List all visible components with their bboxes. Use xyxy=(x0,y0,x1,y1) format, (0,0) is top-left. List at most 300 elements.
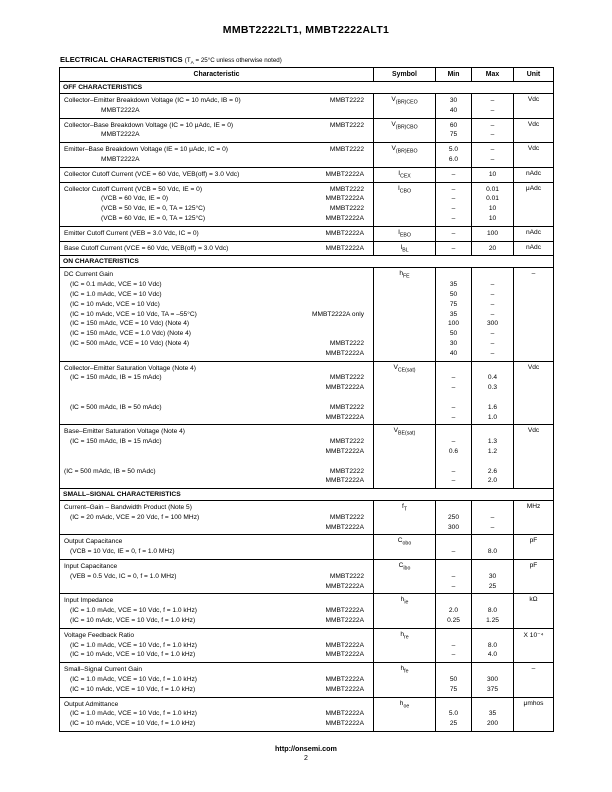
symbol-subscript: fe xyxy=(404,668,409,675)
device-variant-label: MMBT2222 xyxy=(329,97,364,104)
max-value: – xyxy=(490,339,495,347)
max-cell xyxy=(471,663,513,696)
table-row xyxy=(60,227,553,242)
max-value: 10 xyxy=(488,205,497,213)
characteristic-line xyxy=(64,616,364,626)
symbol-cell xyxy=(373,535,435,559)
characteristic-line xyxy=(64,194,364,204)
min-cell xyxy=(435,168,471,182)
symbol-cell xyxy=(373,242,435,256)
condition-text: (VCB = 50 Vdc, IE = 0, TA = 125°C) xyxy=(101,205,206,213)
table-row xyxy=(60,119,553,144)
condition-text: (IC = 1.0 mAdc, VCE = 10 Vdc, f = 1.0 kHz) xyxy=(70,607,197,615)
max-value: 2.0 xyxy=(487,477,498,485)
table-row xyxy=(60,629,553,663)
max-value: – xyxy=(490,155,495,163)
max-cell xyxy=(471,535,513,559)
device-variant-label: MMBT2222A xyxy=(325,195,364,203)
min-value xyxy=(436,364,471,374)
min-cell xyxy=(435,663,471,696)
characteristic-line xyxy=(64,244,364,254)
min-cell xyxy=(435,242,471,256)
max-value: – xyxy=(490,330,495,338)
col-header-unit: Unit xyxy=(513,68,553,81)
characteristic-line xyxy=(64,675,364,685)
min-value: 75 xyxy=(449,685,458,693)
unit-cell: X 10⁻⁴ xyxy=(513,629,553,662)
max-value: – xyxy=(490,281,495,289)
max-value: – xyxy=(490,310,495,318)
characteristic-cell xyxy=(60,629,373,662)
footer-link[interactable]: http://onsemi.com xyxy=(275,744,337,753)
characteristic-line xyxy=(64,537,364,547)
max-cell xyxy=(471,183,513,226)
min-cell xyxy=(435,94,471,118)
table-header-row xyxy=(60,68,553,82)
characteristic-line xyxy=(64,476,364,486)
characteristic-line xyxy=(64,547,364,557)
symbol-base: C xyxy=(397,537,403,545)
device-variant-label: MMBT2222A xyxy=(325,413,364,421)
table-row xyxy=(60,663,553,697)
min-cell xyxy=(435,594,471,627)
max-value: 30 xyxy=(488,572,497,580)
characteristic-cell xyxy=(60,594,373,627)
unit-cell: – xyxy=(513,663,553,696)
device-variant-label: MMBT2222 xyxy=(329,438,364,446)
min-value: – xyxy=(451,413,456,421)
device-variant-label: MMBT2222A xyxy=(325,447,364,455)
table-row xyxy=(60,242,553,257)
min-value: 250 xyxy=(447,513,459,521)
symbol-cell xyxy=(373,663,435,696)
device-variant-label: MMBT2222 xyxy=(329,403,364,411)
min-cell xyxy=(435,227,471,241)
symbol-cell xyxy=(373,594,435,627)
table-row xyxy=(60,168,553,183)
table-section-header: SMALL–SIGNAL CHARACTERISTICS xyxy=(60,489,553,501)
condition-text: (IC = 500 mAdc, VCE = 10 Vdc) (Note 4) xyxy=(70,339,190,347)
max-value: 8.0 xyxy=(487,641,498,649)
table-row xyxy=(60,501,553,535)
condition-text: (IC = 1.0 mAdc, VCE = 10 Vdc, f = 1.0 kHz) xyxy=(70,710,197,718)
characteristic-cell xyxy=(60,119,373,143)
condition-text: (IC = 150 mAdc, VCE = 1.0 Vdc) (Note 4) xyxy=(70,330,191,338)
device-variant-label: MMBT2222A xyxy=(325,617,364,625)
symbol-base: h xyxy=(400,665,405,673)
unit-cell: nAdc xyxy=(513,168,553,182)
device-variant-label: MMBT2222 xyxy=(329,339,364,347)
symbol-subscript: (BR)CBO xyxy=(395,123,418,130)
min-value: 35 xyxy=(449,310,458,318)
condition-text: Voltage Feedback Ratio xyxy=(64,631,135,639)
condition-text: (IC = 10 mAdc, VCE = 10 Vdc, f = 1.0 kHz) xyxy=(70,685,196,693)
min-value xyxy=(436,393,471,403)
max-value xyxy=(472,427,513,437)
min-value: – xyxy=(451,384,456,392)
unit-cell: Vdc xyxy=(513,119,553,143)
characteristic-line xyxy=(64,214,364,224)
max-value: – xyxy=(490,131,495,139)
device-variant-label: MMBT2222A xyxy=(325,384,364,392)
condition-text: Emitter Cutoff Current (VEB = 3.0 Vdc, IC = 0) xyxy=(64,229,199,237)
condition-text: (IC = 150 mAdc, IB = 15 mAdc) xyxy=(70,374,162,382)
characteristic-line xyxy=(64,709,364,719)
characteristic-line xyxy=(64,373,364,383)
condition-text: (IC = 150 mAdc, VCE = 10 Vdc) (Note 4) xyxy=(70,320,190,328)
max-cell xyxy=(471,242,513,256)
characteristic-line xyxy=(64,310,364,320)
condition-text: Input Capacitance xyxy=(64,563,118,571)
unit-cell: Vdc xyxy=(513,425,553,488)
max-value: 0.3 xyxy=(487,384,498,392)
symbol-base: h xyxy=(399,699,404,707)
table-row xyxy=(60,183,553,227)
condition-text: DC Current Gain xyxy=(64,271,114,279)
characteristic-line xyxy=(64,106,364,116)
min-value: 50 xyxy=(449,676,458,684)
characteristic-line xyxy=(64,300,364,310)
max-cell xyxy=(471,594,513,627)
condition-text: Collector–Base Breakdown Voltage (IC = 10 μAdc, IE = 0) xyxy=(64,121,234,129)
min-value: – xyxy=(451,477,456,485)
max-value: 10 xyxy=(488,214,497,222)
characteristic-cell xyxy=(60,94,373,118)
max-value: 0.01 xyxy=(486,195,499,203)
characteristic-cell xyxy=(60,362,373,425)
min-value xyxy=(436,457,471,467)
min-value xyxy=(436,427,471,437)
max-value xyxy=(472,562,513,572)
max-value: 20 xyxy=(488,244,497,252)
min-value: – xyxy=(451,403,456,411)
unit-cell: nAdc xyxy=(513,227,553,241)
min-value: 300 xyxy=(447,523,459,531)
heading-note: ($T_A = 25^\circ C$ unless otherwise noted) xyxy=(184,57,282,67)
min-value: – xyxy=(451,374,456,382)
symbol-cell xyxy=(373,168,435,182)
min-value: 60 xyxy=(449,121,458,129)
col-header-symbol: Symbol xyxy=(373,68,435,81)
table-section-header: OFF CHARACTERISTICS xyxy=(60,82,553,94)
symbol-cell xyxy=(373,119,435,143)
max-value: 300 xyxy=(486,320,498,328)
min-value: 6.0 xyxy=(448,155,459,163)
characteristic-line xyxy=(64,290,364,300)
symbol-base: V xyxy=(391,120,396,128)
condition-text: (IC = 1.0 mAdc, VCE = 10 Vdc, f = 1.0 kHz) xyxy=(70,676,197,684)
col-header-characteristic: Characteristic xyxy=(193,71,240,78)
unit-cell: nAdc xyxy=(513,242,553,256)
table-row xyxy=(60,362,553,426)
max-value: 0.4 xyxy=(487,374,498,382)
max-value: 10 xyxy=(488,170,497,178)
max-value xyxy=(472,631,513,641)
characteristic-line xyxy=(64,364,364,374)
condition-text: MMBT2222A xyxy=(101,106,140,114)
table-row xyxy=(60,268,553,361)
min-value: 40 xyxy=(449,349,458,357)
characteristic-line xyxy=(64,503,364,513)
characteristic-line xyxy=(64,457,364,467)
unit-cell: pF xyxy=(513,560,553,593)
symbol-base: h xyxy=(399,270,404,278)
condition-text: (VEB = 0.5 Vdc, IC = 0, f = 1.0 MHz) xyxy=(70,572,177,580)
min-value: 35 xyxy=(449,281,458,289)
characteristic-line xyxy=(64,339,364,349)
characteristic-line xyxy=(64,513,364,523)
characteristic-line xyxy=(64,572,364,582)
characteristic-line xyxy=(64,685,364,695)
unit-cell: Vdc xyxy=(513,143,553,167)
min-cell xyxy=(435,425,471,488)
condition-text: (IC = 1.0 mAdc, VCE = 10 Vdc, f = 1.0 kHz) xyxy=(70,641,197,649)
max-cell xyxy=(471,560,513,593)
max-value xyxy=(472,503,513,513)
table-row xyxy=(60,94,553,119)
max-value: 2.6 xyxy=(487,467,498,475)
condition-text: (IC = 20 mAdc, VCE = 20 Vdc, f = 100 MHz) xyxy=(70,513,200,521)
col-header-max: Max xyxy=(471,68,513,81)
max-cell xyxy=(471,425,513,488)
characteristic-cell xyxy=(60,143,373,167)
max-cell xyxy=(471,168,513,182)
heading-title: ELECTRICAL CHARACTERISTICS xyxy=(60,55,183,64)
min-cell xyxy=(435,535,471,559)
condition-text: Small–Signal Current Gain xyxy=(64,666,143,674)
min-value: – xyxy=(451,170,456,178)
min-value: 5.0 xyxy=(448,710,459,718)
characteristic-line xyxy=(64,596,364,606)
characteristic-cell xyxy=(60,560,373,593)
min-cell xyxy=(435,268,471,360)
characteristic-line xyxy=(64,329,364,339)
max-value: – xyxy=(490,97,495,104)
max-value: – xyxy=(490,146,495,154)
min-value: 5.0 xyxy=(448,146,459,154)
unit-cell: – xyxy=(513,268,553,360)
condition-text: (IC = 1.0 mAdc, VCE = 10 Vdc) xyxy=(70,290,162,298)
min-value: 30 xyxy=(449,97,458,104)
condition-text: (IC = 10 mAdc, VCE = 10 Vdc, f = 1.0 kHz) xyxy=(70,651,196,659)
max-cell xyxy=(471,629,513,662)
device-variant-label: MMBT2222A xyxy=(325,523,364,531)
min-value: – xyxy=(451,244,456,252)
min-value xyxy=(436,537,471,547)
characteristic-line xyxy=(64,319,364,329)
device-variant-label: MMBT2222A xyxy=(325,720,364,728)
characteristic-line xyxy=(64,280,364,290)
characteristic-line xyxy=(64,447,364,457)
symbol-cell xyxy=(373,143,435,167)
min-value: – xyxy=(451,205,456,213)
table-body xyxy=(60,82,553,731)
min-value: – xyxy=(451,229,456,237)
table-row xyxy=(60,698,553,731)
min-cell xyxy=(435,362,471,425)
symbol-base: V xyxy=(391,96,396,103)
characteristic-line xyxy=(64,562,364,572)
device-variant-label: MMBT2222A xyxy=(325,349,364,357)
device-variant-label: MMBT2222 xyxy=(329,467,364,475)
characteristic-cell xyxy=(60,183,373,226)
max-cell xyxy=(471,94,513,118)
characteristic-line xyxy=(64,427,364,437)
device-variant-label: MMBT2222A xyxy=(325,641,364,649)
symbol-subscript: ie xyxy=(404,599,409,606)
max-value: 100 xyxy=(486,229,498,237)
characteristic-line xyxy=(64,700,364,710)
symbol-base: h xyxy=(400,596,405,604)
max-cell xyxy=(471,362,513,425)
characteristic-line xyxy=(64,270,364,280)
characteristic-line xyxy=(64,393,364,403)
table-row xyxy=(60,594,553,628)
condition-text: (VCB = 60 Vdc, IE = 0) xyxy=(101,195,169,203)
unit-cell: Vdc xyxy=(513,94,553,118)
device-variant-label: MMBT2222A xyxy=(325,607,364,615)
condition-text: (IC = 150 mAdc, IB = 15 mAdc) xyxy=(70,438,162,446)
device-variant-label: MMBT2222A xyxy=(325,229,364,237)
condition-text: (IC = 10 mAdc, VCE = 10 Vdc) xyxy=(70,300,160,308)
min-cell xyxy=(435,143,471,167)
symbol-subscript: (BR)CEO xyxy=(395,99,418,106)
min-value: 25 xyxy=(449,720,458,728)
condition-text: MMBT2222A xyxy=(101,155,140,163)
condition-text: Collector–Emitter Breakdown Voltage (IC = 10 mAdc, IB = 0) xyxy=(64,97,241,104)
characteristic-cell xyxy=(60,268,373,360)
table-row xyxy=(60,560,553,594)
unit-cell: Vdc xyxy=(513,362,553,425)
characteristic-line xyxy=(64,204,364,214)
max-value: – xyxy=(490,349,495,357)
device-variant-label: MMBT2222A xyxy=(325,214,364,222)
symbol-cell xyxy=(373,629,435,662)
characteristic-line xyxy=(64,155,364,165)
max-value: 375 xyxy=(486,685,498,693)
characteristic-line xyxy=(64,523,364,533)
max-value: 35 xyxy=(488,710,497,718)
condition-text: Current–Gain – Bandwidth Product (Note 5) xyxy=(64,504,192,512)
device-variant-label: MMBT2222A xyxy=(325,676,364,684)
min-value: – xyxy=(451,185,456,193)
condition-text: Collector Cutoff Current (VCE = 60 Vdc, VEB(off) = 3.0 Vdc) xyxy=(64,170,240,178)
min-value: 2.0 xyxy=(448,607,459,615)
min-value: 75 xyxy=(449,300,458,308)
min-value xyxy=(436,596,471,606)
characteristic-line xyxy=(64,467,364,477)
symbol-subscript: (BR)EBO xyxy=(395,148,418,155)
characteristic-line xyxy=(64,145,364,155)
max-value: 300 xyxy=(486,676,498,684)
characteristic-line xyxy=(64,96,364,106)
symbol-subscript: EBO xyxy=(399,232,411,239)
characteristic-line xyxy=(64,641,364,651)
device-variant-label: MMBT2222 xyxy=(329,205,364,213)
characteristic-cell xyxy=(60,698,373,731)
characteristic-line xyxy=(64,229,364,239)
characteristic-line xyxy=(64,606,364,616)
condition-text: (IC = 10 mAdc, VCE = 10 Vdc, f = 1.0 kHz) xyxy=(70,720,196,728)
min-value: 30 xyxy=(449,339,458,347)
min-value: 40 xyxy=(449,106,458,114)
condition-text: (IC = 500 mAdc, IB = 50 mAdc) xyxy=(64,467,156,475)
max-value: 1.2 xyxy=(487,447,498,455)
min-cell xyxy=(435,629,471,662)
max-value: 1.6 xyxy=(487,403,498,411)
characteristic-line xyxy=(64,413,364,423)
min-cell xyxy=(435,183,471,226)
min-value: – xyxy=(451,438,456,446)
device-variant-label: MMBT2222A only xyxy=(311,310,364,318)
max-value: – xyxy=(490,121,495,129)
device-variant-label: MMBT2222A xyxy=(325,477,364,485)
device-variant-label: MMBT2222A xyxy=(325,710,364,718)
characteristic-cell xyxy=(60,168,373,182)
device-variant-label: MMBT2222A xyxy=(325,685,364,693)
device-variant-label: MMBT2222 xyxy=(329,121,364,129)
characteristic-line xyxy=(64,121,364,131)
min-value xyxy=(436,562,471,572)
characteristic-line xyxy=(64,130,364,140)
characteristic-line xyxy=(64,170,364,180)
characteristic-line xyxy=(64,403,364,413)
max-value: 1.3 xyxy=(487,438,498,446)
condition-text: Emitter–Base Breakdown Voltage (IE = 10 μAdc, IC = 0) xyxy=(64,146,228,154)
characteristic-cell xyxy=(60,501,373,534)
table-section-header: ON CHARACTERISTICS xyxy=(60,256,553,268)
symbol-cell xyxy=(373,183,435,226)
min-cell xyxy=(435,698,471,731)
min-value xyxy=(436,270,471,280)
min-value: 75 xyxy=(449,131,458,139)
min-value: – xyxy=(451,572,456,580)
condition-text: (IC = 500 mAdc, IB = 50 mAdc) xyxy=(70,403,162,411)
condition-text: Output Admittance xyxy=(64,700,119,708)
condition-text: (VCB = 60 Vdc, IE = 0, TA = 125°C) xyxy=(101,214,206,222)
symbol-subscript: T xyxy=(403,506,407,513)
symbol-base: V xyxy=(393,363,398,371)
table-row xyxy=(60,535,553,560)
symbol-subscript: CBO xyxy=(399,187,412,194)
page-title: MMBT2222LT1, MMBT2222ALT1 xyxy=(222,24,390,36)
max-value xyxy=(472,596,513,606)
condition-text: Input Impedance xyxy=(64,597,114,605)
unit-cell: pF xyxy=(513,535,553,559)
symbol-subscript: BL xyxy=(402,246,409,253)
symbol-cell xyxy=(373,698,435,731)
max-cell xyxy=(471,119,513,143)
col-header-min: Min xyxy=(435,68,471,81)
device-variant-label: MMBT2222 xyxy=(329,146,364,154)
symbol-subscript: FE xyxy=(403,273,410,280)
max-cell xyxy=(471,268,513,360)
symbol-cell xyxy=(373,227,435,241)
symbol-cell xyxy=(373,501,435,534)
device-variant-label: MMBT2222 xyxy=(329,374,364,382)
symbol-subscript: BE(sat) xyxy=(398,430,416,437)
max-value: – xyxy=(490,513,495,521)
device-variant-label: MMBT2222 xyxy=(329,572,364,580)
page-footer xyxy=(0,744,612,762)
min-value: 0.6 xyxy=(448,447,459,455)
unit-cell: kΩ xyxy=(513,594,553,627)
symbol-cell xyxy=(373,94,435,118)
max-value: 25 xyxy=(488,582,497,590)
page-number: 2 xyxy=(304,755,308,762)
characteristic-cell xyxy=(60,227,373,241)
unit-cell: MHz xyxy=(513,501,553,534)
